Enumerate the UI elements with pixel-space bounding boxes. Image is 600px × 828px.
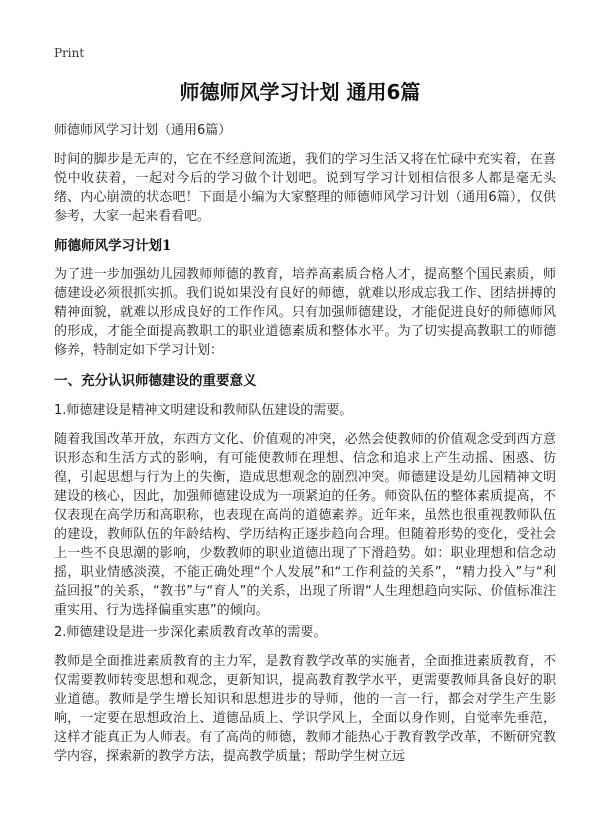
- print-link[interactable]: Print: [54, 46, 85, 60]
- page-title: 师德师风学习计划 通用6篇: [179, 80, 421, 104]
- document-subtitle: 师德师风学习计划（通用6篇）: [54, 123, 232, 138]
- section1-heading: 一、充分认识师德建设的重要意义: [54, 373, 257, 389]
- item2-paragraph: 教师是全面推进素质教育的主力军，是教育教学改革的实施者，全面推进素质教育，不仅需要教师转变思想和观念，更新知识，提高教育教学水平，更需要教师具备良好的职业道德。教师是学生增长知识和思想进步的导师，他的一言一行，都会对学生产生影响，一定要在思想政治上、道德品质上、学识学风上，全面以身作则，自觉率先垂范，这样才能真正为人师表。有了高尚的师德，教师才能热心于教育教学改革，不断研究教学内容，探索新的教学方法，提高教学质量；帮助学生树立远: [54, 654, 556, 764]
- plan1-paragraph: 为了进一步加强幼儿园教师师德的教育，培养高素质合格人才，提高整个国民素质，师德建设必须很抓实抓。我们说如果没有良好的师德，就难以形成忘我工作、团结拼搏的精神面貌，就难以形成良好的工作作风。只有加强师德建设，才能促进良好的师德师风的形成，才能全面提高教职工的职业道德素质和整体水平。为了切实提高教职工的师德修养，特制定如下学习计划：: [54, 267, 556, 358]
- plan1-heading: 师德师风学习计划1: [54, 238, 172, 254]
- item2-heading: 2.师德建设是进一步深化素质教育改革的需要。: [54, 625, 327, 640]
- item1-heading: 1.师德建设是精神文明建设和教师队伍建设的需要。: [54, 403, 353, 418]
- intro-paragraph: 时间的脚步是无声的，它在不经意间流逝，我们的学习生活又将在忙碌中充实着，在喜悦中收获着，一起对今后的学习做个计划吧。说到写学习计划相信很多人都是毫无头绪、内心崩溃的状态吧！下面是小编为大家整理的师德师风学习计划（通用6篇），仅供参考，大家一起来看看吧。: [54, 152, 556, 224]
- item1-paragraph: 随着我国改革开放，东西方文化、价值观的冲突，必然会使教师的价值观念受到西方意识形态和生活方式的影响，有可能使教师在理想、信念和追求上产生动摇、困惑、彷徨，引起思想与行为上的失衡，造成思想观念的剧烈冲突。师德建设是幼儿园精神文明建设的核心，因此，加强师德建设成为一项紧迫的任务。师资队伍的整体素质提高，不仅表现在高学历和高职称，也表现在高尚的道德素养。近年来，虽然也很重视教师队伍的建设，教师队伍的年龄结构、学历结构正逐步趋向合理。但随着形势的变化，受社会上一些不良思潮的影响，少数教师的职业道德出现了下滑趋势。如：职业理想和信念动摇，职业情感淡漠，不能正确处理“个人发展”和“工作利益的关系”，“精力投入”与“利益回报”的关系，“教书”与“育人”的关系，出现了所谓“人生理想趋向实际、价值标准注重实用、行为选择偏重实惠”的倾向。: [54, 432, 556, 618]
